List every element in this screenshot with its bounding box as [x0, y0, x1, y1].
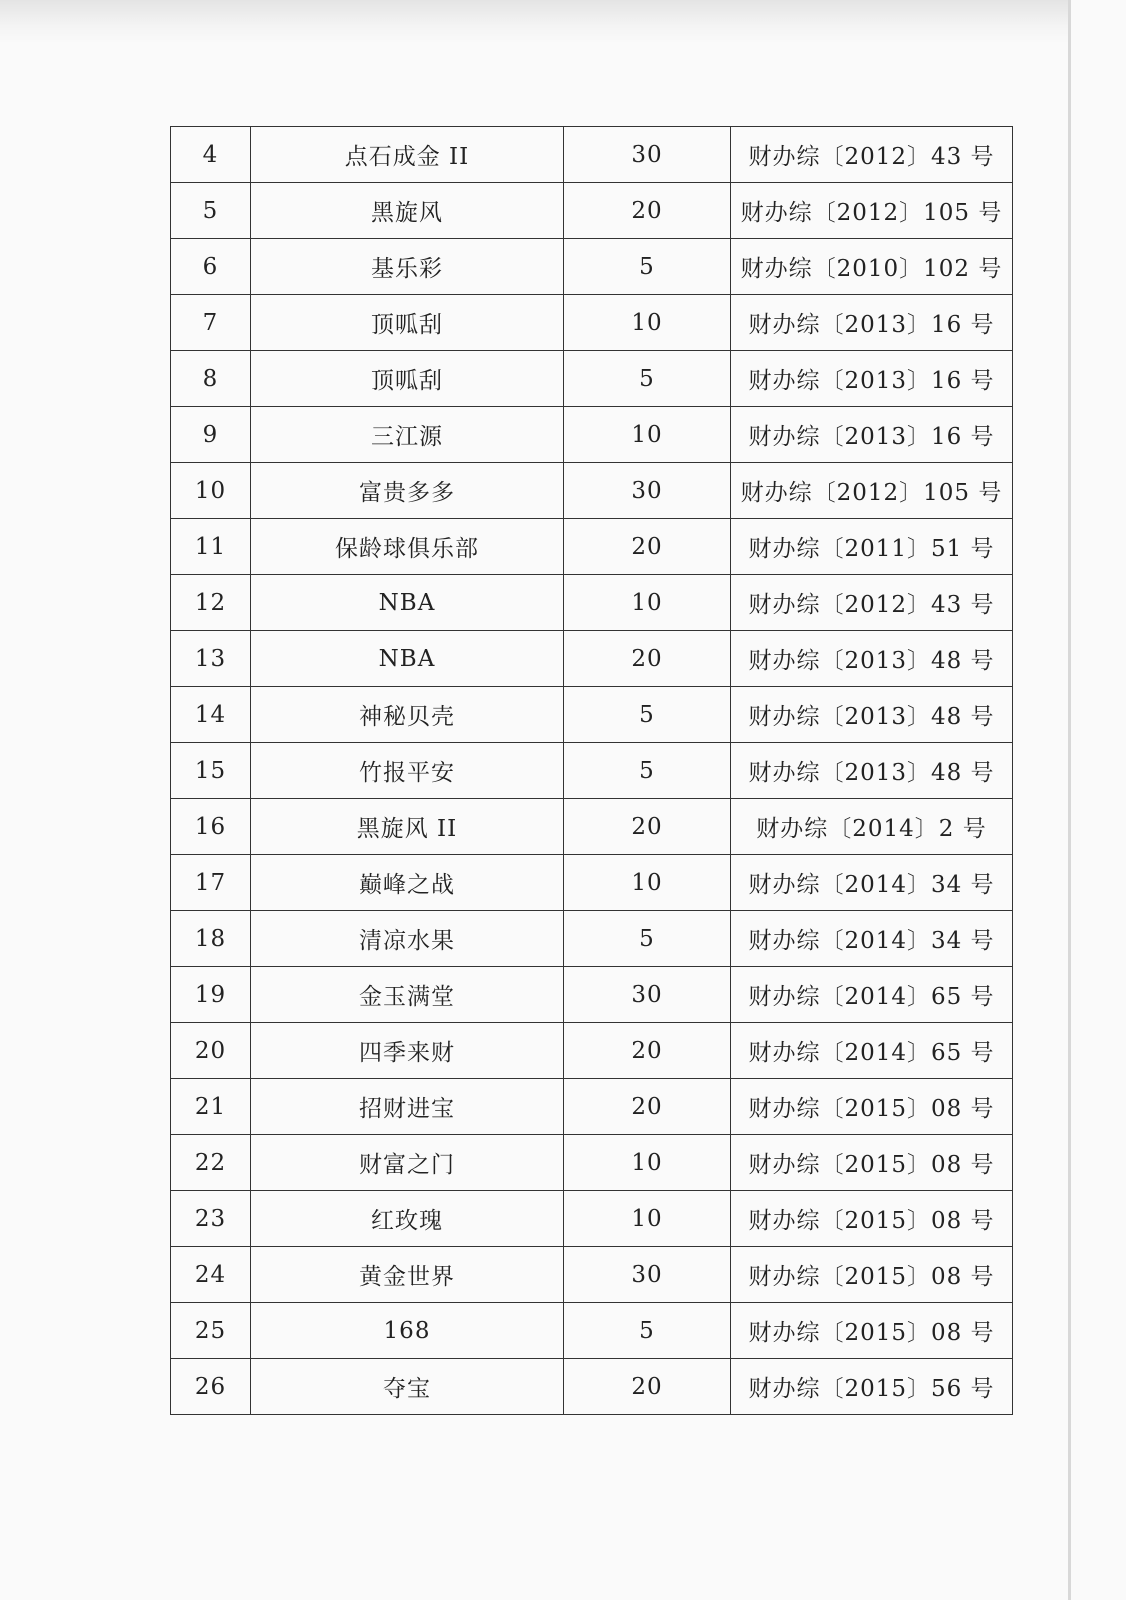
ticket-price: 10	[564, 575, 731, 631]
row-number: 4	[171, 127, 251, 183]
approval-document: 财办综〔2014〕2 号	[731, 799, 1013, 855]
row-number: 19	[171, 967, 251, 1023]
game-name: NBA	[251, 631, 564, 687]
row-number: 24	[171, 1247, 251, 1303]
approval-document: 财办综〔2014〕34 号	[731, 855, 1013, 911]
row-number: 7	[171, 295, 251, 351]
table-row	[171, 631, 1013, 687]
ticket-price: 10	[564, 855, 731, 911]
scan-top-edge	[0, 0, 1070, 44]
approval-document: 财办综〔2013〕16 号	[731, 351, 1013, 407]
game-name: 基乐彩	[251, 239, 564, 295]
row-number: 5	[171, 183, 251, 239]
row-number: 22	[171, 1135, 251, 1191]
approval-document: 财办综〔2013〕48 号	[731, 743, 1013, 799]
ticket-price: 20	[564, 1079, 731, 1135]
game-name: 招财进宝	[251, 1079, 564, 1135]
approval-document: 财办综〔2012〕105 号	[731, 463, 1013, 519]
game-name: 点石成金 II	[251, 127, 564, 183]
game-name: 黑旋风	[251, 183, 564, 239]
ticket-price: 10	[564, 1135, 731, 1191]
table-row	[171, 911, 1013, 967]
game-name: 168	[251, 1303, 564, 1359]
approval-document: 财办综〔2015〕08 号	[731, 1079, 1013, 1135]
ticket-price: 10	[564, 295, 731, 351]
game-name: 夺宝	[251, 1359, 564, 1415]
approval-document: 财办综〔2012〕43 号	[731, 127, 1013, 183]
table-row	[171, 239, 1013, 295]
game-name: 竹报平安	[251, 743, 564, 799]
row-number: 18	[171, 911, 251, 967]
row-number: 6	[171, 239, 251, 295]
game-name: 巅峰之战	[251, 855, 564, 911]
row-number: 9	[171, 407, 251, 463]
table-row	[171, 1191, 1013, 1247]
table-row	[171, 743, 1013, 799]
game-name: 清凉水果	[251, 911, 564, 967]
table-row	[171, 295, 1013, 351]
row-number: 16	[171, 799, 251, 855]
approval-document: 财办综〔2014〕34 号	[731, 911, 1013, 967]
approval-document: 财办综〔2013〕48 号	[731, 687, 1013, 743]
ticket-price: 5	[564, 351, 731, 407]
game-name: 三江源	[251, 407, 564, 463]
game-name: NBA	[251, 575, 564, 631]
approval-document: 财办综〔2013〕16 号	[731, 295, 1013, 351]
game-name: 财富之门	[251, 1135, 564, 1191]
ticket-price: 30	[564, 967, 731, 1023]
table-row	[171, 799, 1013, 855]
ticket-price: 20	[564, 519, 731, 575]
game-name: 四季来财	[251, 1023, 564, 1079]
ticket-price: 20	[564, 799, 731, 855]
row-number: 11	[171, 519, 251, 575]
row-number: 13	[171, 631, 251, 687]
ticket-price: 30	[564, 127, 731, 183]
ticket-price: 30	[564, 1247, 731, 1303]
table-row	[171, 127, 1013, 183]
lottery-table	[170, 126, 1013, 1415]
table-row	[171, 407, 1013, 463]
table-row	[171, 519, 1013, 575]
ticket-price: 5	[564, 687, 731, 743]
table-row	[171, 1079, 1013, 1135]
game-name: 顶呱刮	[251, 351, 564, 407]
approval-document: 财办综〔2015〕56 号	[731, 1359, 1013, 1415]
approval-document: 财办综〔2012〕43 号	[731, 575, 1013, 631]
ticket-price: 5	[564, 239, 731, 295]
table-row	[171, 1359, 1013, 1415]
ticket-price: 20	[564, 1359, 731, 1415]
approval-document: 财办综〔2013〕48 号	[731, 631, 1013, 687]
approval-document: 财办综〔2011〕51 号	[731, 519, 1013, 575]
table-row	[171, 967, 1013, 1023]
table-row	[171, 1247, 1013, 1303]
approval-document: 财办综〔2012〕105 号	[731, 183, 1013, 239]
approval-document: 财办综〔2015〕08 号	[731, 1247, 1013, 1303]
table-row	[171, 1135, 1013, 1191]
approval-document: 财办综〔2015〕08 号	[731, 1135, 1013, 1191]
game-name: 黄金世界	[251, 1247, 564, 1303]
game-name: 顶呱刮	[251, 295, 564, 351]
row-number: 23	[171, 1191, 251, 1247]
game-name: 金玉满堂	[251, 967, 564, 1023]
ticket-price: 5	[564, 911, 731, 967]
ticket-price: 30	[564, 463, 731, 519]
approval-document: 财办综〔2014〕65 号	[731, 967, 1013, 1023]
approval-document: 财办综〔2015〕08 号	[731, 1303, 1013, 1359]
game-name: 黑旋风 II	[251, 799, 564, 855]
ticket-price: 10	[564, 407, 731, 463]
row-number: 21	[171, 1079, 251, 1135]
table-body	[171, 127, 1013, 1415]
approval-document: 财办综〔2010〕102 号	[731, 239, 1013, 295]
approval-document: 财办综〔2013〕16 号	[731, 407, 1013, 463]
row-number: 12	[171, 575, 251, 631]
row-number: 8	[171, 351, 251, 407]
ticket-price: 5	[564, 1303, 731, 1359]
game-name: 保龄球俱乐部	[251, 519, 564, 575]
ticket-price: 5	[564, 743, 731, 799]
table-row	[171, 1303, 1013, 1359]
game-name: 富贵多多	[251, 463, 564, 519]
ticket-price: 10	[564, 1191, 731, 1247]
table-row	[171, 351, 1013, 407]
table-row	[171, 183, 1013, 239]
ticket-price: 20	[564, 631, 731, 687]
ticket-price: 20	[564, 183, 731, 239]
table-row	[171, 1023, 1013, 1079]
game-name: 红玫瑰	[251, 1191, 564, 1247]
row-number: 26	[171, 1359, 251, 1415]
approval-document: 财办综〔2015〕08 号	[731, 1191, 1013, 1247]
table-row	[171, 855, 1013, 911]
row-number: 10	[171, 463, 251, 519]
ticket-price: 20	[564, 1023, 731, 1079]
row-number: 15	[171, 743, 251, 799]
row-number: 20	[171, 1023, 251, 1079]
approval-document: 财办综〔2014〕65 号	[731, 1023, 1013, 1079]
row-number: 14	[171, 687, 251, 743]
row-number: 17	[171, 855, 251, 911]
table-row	[171, 463, 1013, 519]
table-row	[171, 575, 1013, 631]
game-name: 神秘贝壳	[251, 687, 564, 743]
table-row	[171, 687, 1013, 743]
scan-right-edge	[1068, 0, 1071, 1600]
row-number: 25	[171, 1303, 251, 1359]
